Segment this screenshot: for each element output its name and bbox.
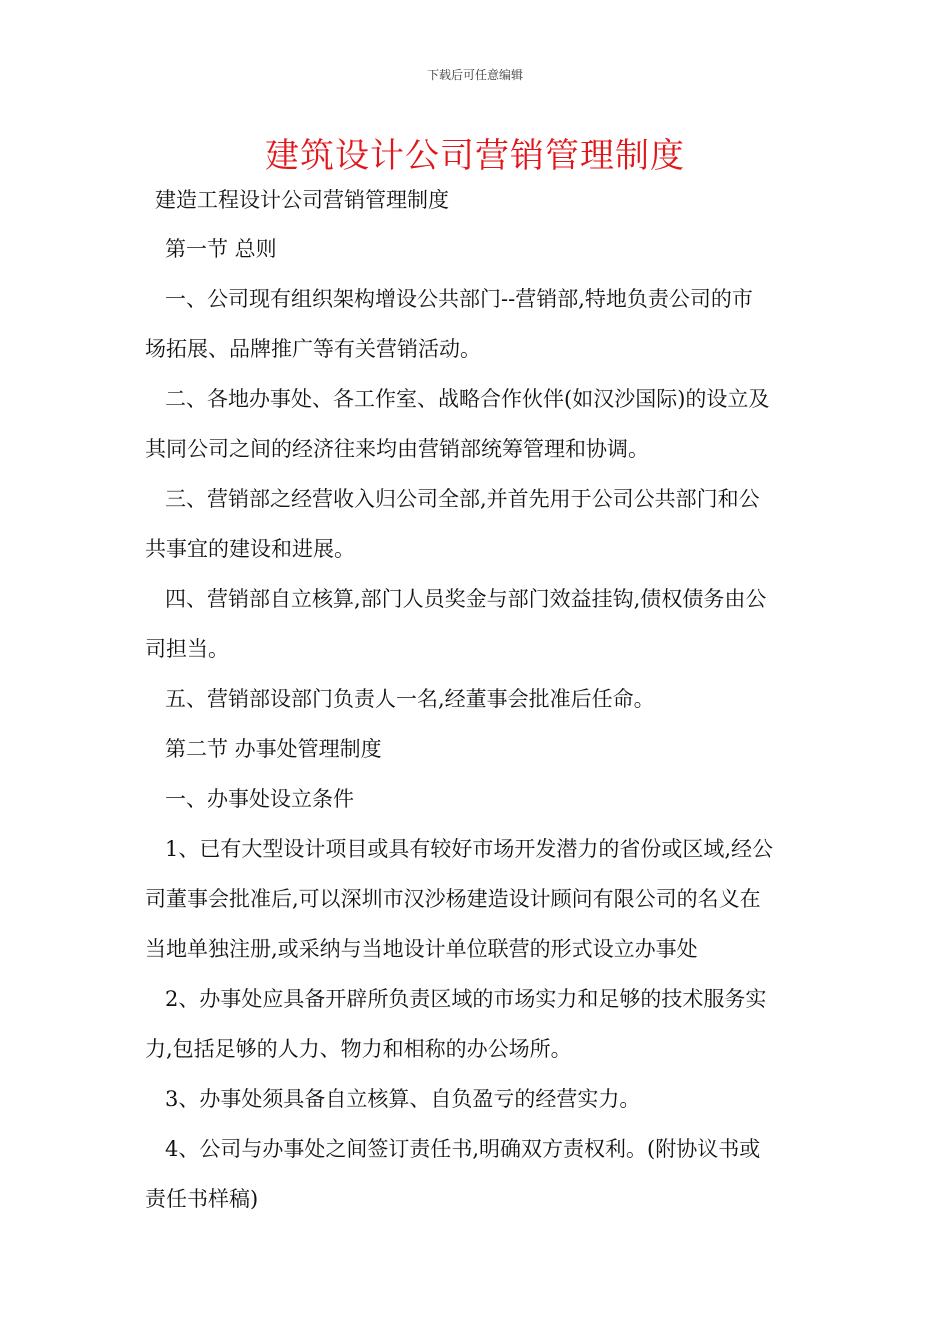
text-line: 第一节 总则	[165, 237, 277, 261]
text-line: 当地单独注册,或采纳与当地设计单位联营的形式设立办事处	[145, 937, 698, 961]
text-line: 五、营销部设部门负责人一名,经董事会批准后任命。	[165, 687, 655, 711]
text-line: 第二节 办事处管理制度	[165, 737, 382, 761]
text-line: 3、办事处须具备自立核算、自负盈亏的经营实力。	[165, 1087, 641, 1111]
text-line: 三、营销部之经营收入归公司全部,并首先用于公司公共部门和公	[165, 487, 760, 511]
text-line: 场拓展、品牌推广等有关营销活动。	[145, 337, 481, 361]
text-line: 建造工程设计公司营销管理制度	[155, 188, 449, 212]
text-line: 4、公司与办事处之间签订责任书,明确双方责权利。(附协议书或	[165, 1137, 761, 1161]
text-line: 其同公司之间的经济往来均由营销部统筹管理和协调。	[145, 437, 649, 461]
text-line: 一、办事处设立条件	[165, 787, 354, 811]
text-line: 司担当。	[145, 637, 229, 661]
text-line: 四、营销部自立核算,部门人员奖金与部门效益挂钩,债权债务由公	[165, 587, 767, 611]
document-body	[145, 176, 809, 1224]
text-line: 共事宜的建设和进展。	[145, 537, 355, 561]
text-line: 力,包括足够的人力、物力和相称的办公场所。	[145, 1037, 572, 1061]
text-line: 责任书样稿)	[145, 1187, 259, 1211]
text-line: 司董事会批准后,可以深圳市汉沙杨建造设计顾问有限公司的名义在	[145, 887, 761, 911]
text-line: 一、公司现有组织架构增设公共部门--营销部,特地负责公司的市	[165, 287, 753, 311]
text-line: 2、办事处应具备开辟所负责区域的市场实力和足够的技术服务实	[165, 987, 767, 1011]
header-note: 下载后可任意编辑	[426, 68, 523, 82]
text-line: 1、已有大型设计项目或具有较好市场开发潜力的省份或区域,经公	[165, 837, 774, 861]
document-title: 建筑设计公司营销管理制度	[265, 136, 685, 176]
text-line: 二、各地办事处、各工作室、战略合作伙伴(如汉沙国际)的设立及	[165, 387, 770, 411]
